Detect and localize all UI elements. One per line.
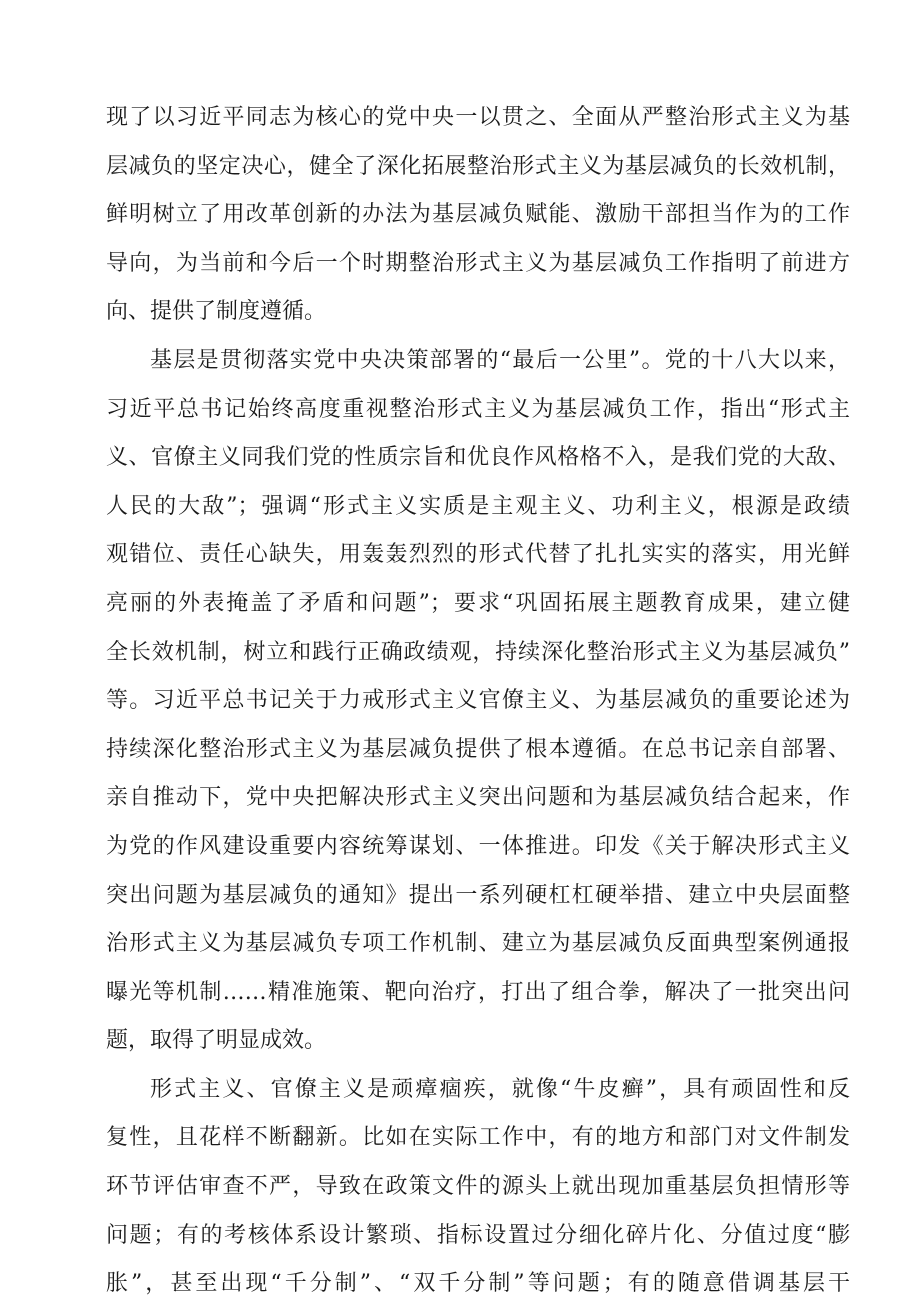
text-line: 突出问题为基层减负的通知》提出一系列硬杠杠硬举措、建立中央层面整 xyxy=(106,882,850,908)
text-line: 等。习近平总书记关于力戒形式主义官僚主义、为基层减负的重要论述为 xyxy=(106,688,850,714)
document-body xyxy=(106,94,850,1309)
text-line: 问题；有的考核体系设计繁琐、指标设置过分细化碎片化、分值过度“膨 xyxy=(106,1222,850,1248)
text-line: 人民的大敌”；强调“形式主义实质是主观主义、功利主义，根源是政绩 xyxy=(106,493,850,519)
text-line: 导向，为当前和今后一个时期整治形式主义为基层减负工作指明了前进方 xyxy=(106,250,850,276)
text-line: 持续深化整治形式主义为基层减负提供了根本遵循。在总书记亲自部署、 xyxy=(106,736,850,762)
text-line: 义、官僚主义同我们党的性质宗旨和优良作风格格不入，是我们党的大敌、 xyxy=(106,445,850,471)
text-line: 向、提供了制度遵循。 xyxy=(106,299,327,325)
text-line: 曝光等机制……精准施策、靶向治疗，打出了组合拳，解决了一批突出问 xyxy=(106,979,850,1005)
paragraph-2 xyxy=(106,337,850,1066)
text-line: 治形式主义为基层减负专项工作机制、建立为基层减负反面典型案例通报 xyxy=(106,931,850,957)
paragraph-1 xyxy=(106,94,850,337)
text-line: 环节评估审查不严，导致在政策文件的源头上就出现加重基层负担情形等 xyxy=(106,1174,850,1200)
text-line: 基层是贯彻落实党中央决策部署的“最后一公里”。党的十八大以来， xyxy=(150,347,850,373)
text-line: 鲜明树立了用改革创新的办法为基层减负赋能、激励干部担当作为的工作 xyxy=(106,202,850,228)
text-line: 现了以习近平同志为核心的党中央一以贯之、全面从严整治形式主义为基 xyxy=(106,105,850,130)
text-line: 亮丽的外表掩盖了矛盾和问题”；要求“巩固拓展主题教育成果，建立健 xyxy=(106,590,850,616)
text-line: 习近平总书记始终高度重视整治形式主义为基层减负工作，指出“形式主 xyxy=(106,396,850,422)
text-line: 复性，且花样不断翻新。比如在实际工作中，有的地方和部门对文件制发 xyxy=(106,1125,850,1151)
text-line: 形式主义、官僚主义是顽瘴痼疾，就像“牛皮癣”，具有顽固性和反 xyxy=(150,1076,850,1102)
paragraph-3 xyxy=(106,1066,850,1309)
text-line: 亲自推动下，党中央把解决形式主义突出问题和为基层减负结合起来，作 xyxy=(106,785,850,811)
text-line: 全长效机制，树立和践行正确政绩观，持续深化整治形式主义为基层减负” xyxy=(106,639,850,665)
text-line: 胀”，甚至出现“千分制”、“双千分制”等问题；有的随意借调基层干 xyxy=(106,1271,850,1297)
text-line: 题，取得了明显成效。 xyxy=(106,1028,327,1054)
text-line: 观错位、责任心缺失，用轰轰烈烈的形式代替了扎扎实实的落实，用光鲜 xyxy=(106,542,850,568)
text-line: 为党的作风建设重要内容统筹谋划、一体推进。印发《关于解决形式主义 xyxy=(106,833,850,859)
text-line: 层减负的坚定决心，健全了深化拓展整治形式主义为基层减负的长效机制， xyxy=(106,153,850,179)
